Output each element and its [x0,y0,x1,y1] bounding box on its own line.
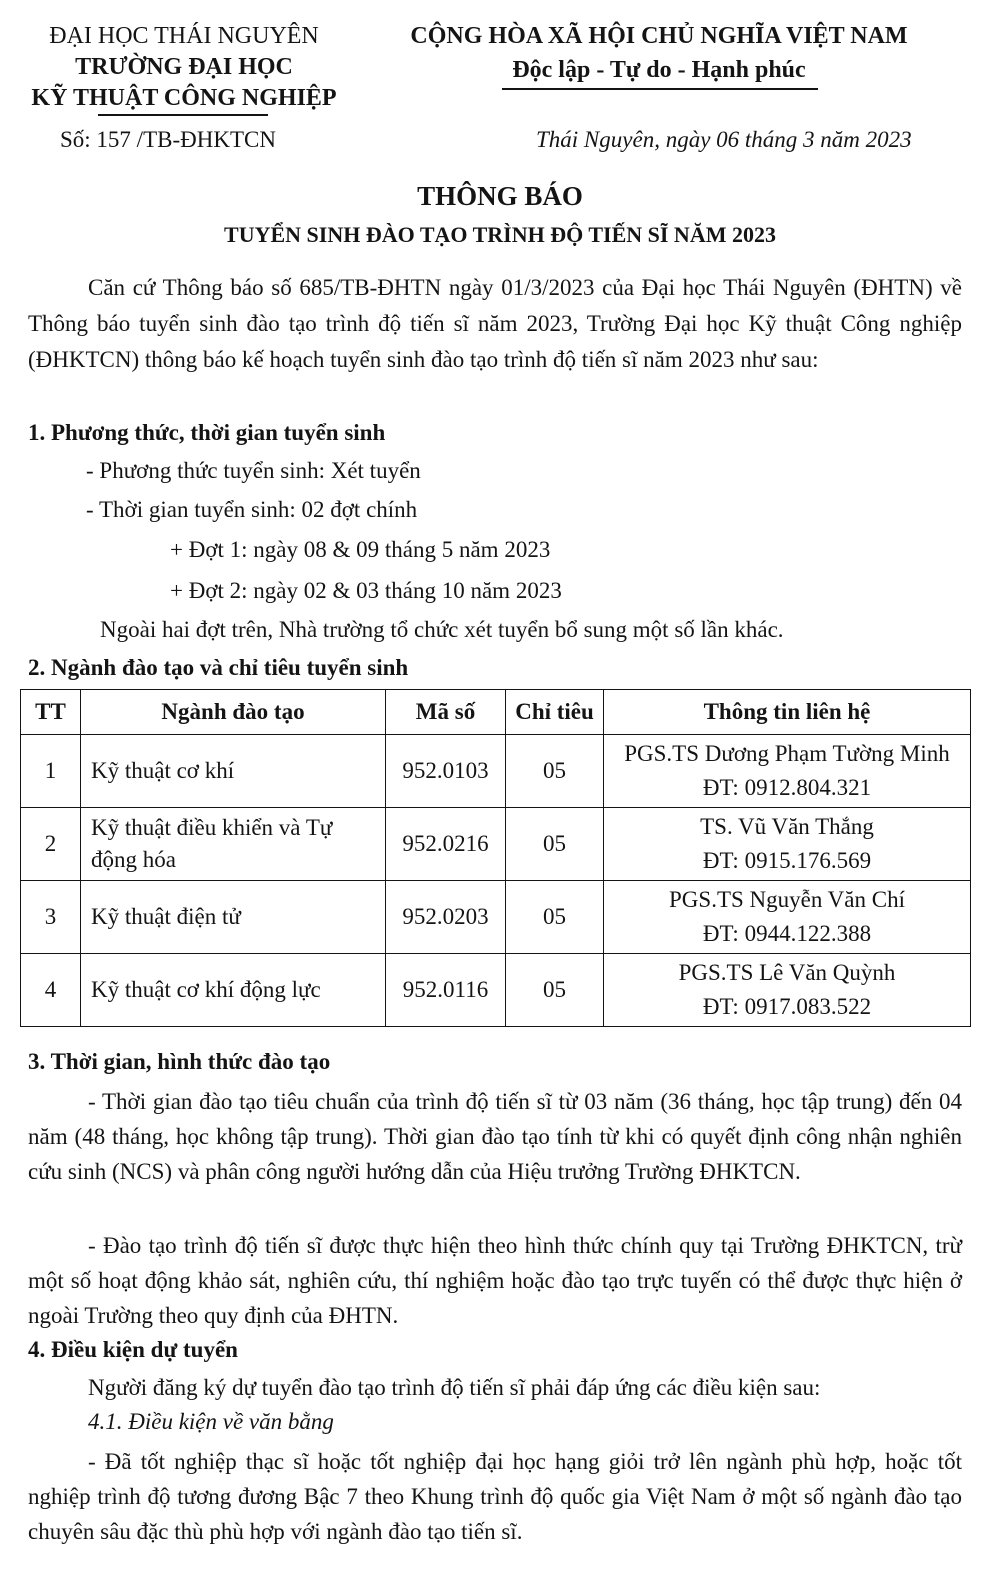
place-and-date: Thái Nguyên, ngày 06 tháng 3 năm 2023 [536,127,912,152]
row-code: 952.0216 [386,808,506,881]
contact-phone: ĐT: 0917.083.522 [702,994,872,1019]
header-left-underline [98,114,268,116]
admission-note: Ngoài hai đợt trên, Nhà trường tổ chức xét tuyển bổ sung một số lần khác. [100,617,784,642]
contact-phone: ĐT: 0915.176.569 [702,848,872,873]
row-tt: 3 [21,881,81,954]
admission-time: - Thời gian tuyển sinh: 02 đợt chính [86,497,418,522]
majors-table [20,689,971,1027]
document-number: Số: 157 /TB-ĐHKTCN [60,127,276,152]
col-header-contact: Thông tin liên hệ [604,690,971,735]
contact-name: PGS.TS Dương Phạm Tường Minh [624,741,950,766]
row-major: Kỹ thuật cơ khí [81,735,386,808]
header-left [20,22,348,112]
document-title: THÔNG BÁO [417,181,583,211]
col-header-code: Mã số [386,690,506,735]
row-quota: 05 [506,808,604,881]
training-duration-paragraph: - Thời gian đào tạo tiêu chuẩn của trình độ tiến sĩ từ 03 năm (36 tháng, học tập trung) đến 04 năm (48 tháng, học không tập trung). Thời gian đào tạo tính từ khi có quyết định công nhận nghiên cứu sinh (NCS) và phân công người hướng dẫn của Hiệu trưởng Trường ĐHKTCN. [28,1089,962,1184]
row-contact [604,881,971,954]
row-major: Kỹ thuật điện tử [81,881,386,954]
row-tt: 4 [21,954,81,1027]
row-contact [604,954,971,1027]
section-3-heading: 3. Thời gian, hình thức đào tạo [28,1049,331,1074]
motto-underline [502,88,818,90]
col-header-major: Ngành đào tạo [81,690,386,735]
school-name-line1: TRƯỜNG ĐẠI HỌC [75,53,293,80]
table-row [21,735,971,808]
row-code: 952.0103 [386,735,506,808]
row-code: 952.0116 [386,954,506,1027]
row-contact [604,735,971,808]
row-major: Kỹ thuật điều khiển và Tự động hóa [81,808,386,881]
section-1-heading: 1. Phương thức, thời gian tuyển sinh [28,420,386,445]
contact-name: PGS.TS Lê Văn Quỳnh [678,960,896,985]
row-quota: 05 [506,954,604,1027]
row-tt: 1 [21,735,81,808]
row-tt: 2 [21,808,81,881]
school-name-line2: KỸ THUẬT CÔNG NGHIỆP [31,84,337,111]
col-header-quota: Chỉ tiêu [506,690,604,735]
contact-phone: ĐT: 0944.122.388 [702,921,872,946]
document-subtitle: TUYỂN SINH ĐÀO TẠO TRÌNH ĐỘ TIẾN SĨ NĂM 2023 [224,222,776,247]
row-code: 952.0203 [386,881,506,954]
training-form-paragraph: - Đào tạo trình độ tiến sĩ được thực hiện theo hình thức chính quy tại Trường ĐHKTCN, trừ một số hoạt động khảo sát, nghiên cứu, thí nghiệm hoặc đào tạo trực tuyến có thể được thực hiện ở ngoài Trường theo quy định của ĐHTN. [28,1233,962,1328]
table-row [21,808,971,881]
org-name: ĐẠI HỌC THÁI NGUYÊN [49,23,319,49]
eligibility-intro: Người đăng ký dự tuyển đào tạo trình độ tiến sĩ phải đáp ứng các điều kiện sau: [88,1375,821,1400]
table-row [21,881,971,954]
admission-method: - Phương thức tuyển sinh: Xét tuyển [86,458,421,483]
admission-round-2: + Đợt 2: ngày 02 & 03 tháng 10 năm 2023 [170,578,562,603]
row-quota: 05 [506,735,604,808]
table-row [21,954,971,1027]
contact-name: PGS.TS Nguyễn Văn Chí [669,887,905,912]
row-major: Kỹ thuật cơ khí động lực [81,954,386,1027]
row-contact [604,808,971,881]
contact-name: TS. Vũ Văn Thắng [700,814,874,839]
national-motto: Độc lập - Tự do - Hạnh phúc [512,57,806,83]
row-quota: 05 [506,881,604,954]
country-name: CỘNG HÒA XÃ HỘI CHỦ NGHĨA VIỆT NAM [410,23,908,49]
intro-paragraph: Căn cứ Thông báo số 685/TB-ĐHTN ngày 01/3/2023 của Đại học Thái Nguyên (ĐHTN) về Thông báo tuyển sinh đào tạo trình độ tiến sĩ năm 2023, Trường Đại học Kỹ thuật Công nghiệp (ĐHKTCN) thông báo kế hoạch tuyển sinh đào tạo trình độ tiến sĩ năm 2023 như sau: [28,275,962,372]
section-2-heading: 2. Ngành đào tạo và chỉ tiêu tuyển sinh [28,655,409,680]
col-header-tt: TT [21,690,81,735]
table-header-row [21,690,971,735]
subsection-4-1-heading: 4.1. Điều kiện về văn bằng [88,1409,334,1434]
section-4-heading: 4. Điều kiện dự tuyển [28,1337,238,1362]
admission-round-1: + Đợt 1: ngày 08 & 09 tháng 5 năm 2023 [170,537,551,562]
contact-phone: ĐT: 0912.804.321 [702,775,872,800]
degree-requirement-paragraph: - Đã tốt nghiệp thạc sĩ hoặc tốt nghiệp đại học hạng giỏi trở lên ngành phù hợp, hoặc tốt nghiệp trình độ tương đương Bậc 7 theo Khung trình độ quốc gia Việt Nam ở một số ngành đào tạo chuyên sâu đặc thù phù hợp với ngành đào tạo tiến sĩ. [28,1449,962,1544]
